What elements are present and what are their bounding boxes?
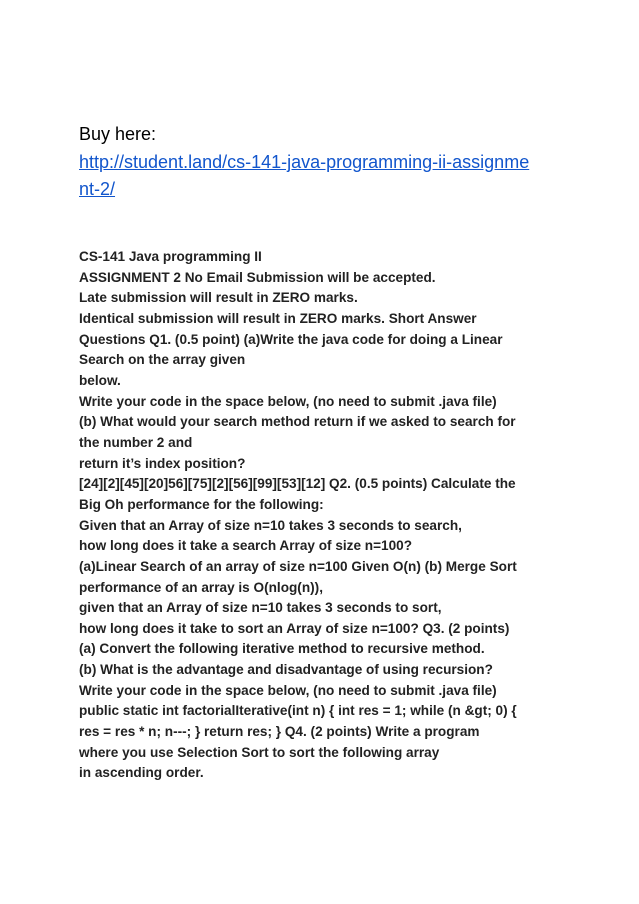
text-line: (a) Convert the following iterative method to recursive method. — [79, 641, 485, 657]
text-line: how long does it take to sort an Array of size n=100? Q3. (2 points) — [79, 620, 510, 636]
text-line: Big Oh performance for the following: — [79, 496, 324, 512]
purchase-link-line-2[interactable]: nt-2/ — [79, 179, 116, 199]
text-line: (b) What would your search method return if we asked to search for — [79, 414, 516, 430]
course-title: CS-141 Java programming II — [79, 249, 262, 264]
text-line: Identical submission will result in ZERO marks. Short Answer — [79, 310, 477, 326]
text-line: in ascending order. — [79, 765, 204, 781]
text-line: how long does it take a search Array of size n=100? — [79, 538, 413, 554]
assignment-heading: ASSIGNMENT 2 No Email Submission will be accepted. — [79, 269, 436, 285]
purchase-link-line-1[interactable]: http://student.land/cs-141-java-programming-ii-assignme — [79, 152, 530, 172]
code-line: res = res * n; n---; } return res; } Q4. (2 points) Write a program — [79, 724, 480, 740]
text-line: where you use Selection Sort to sort the following array — [79, 744, 440, 760]
text-line: given that an Array of size n=10 takes 3 seconds to sort, — [79, 600, 442, 616]
text-line: performance of an array is O(nlog(n)), — [79, 579, 323, 595]
buy-here-label: Buy here: — [79, 124, 157, 144]
text-line: (b) What is the advantage and disadvantage of using recursion? — [79, 662, 493, 678]
text-line: Search on the array given — [79, 352, 246, 368]
code-line: public static int factorialIterative(int n) { int res = 1; while (n &gt; 0) { — [79, 703, 517, 719]
text-line: Given that an Array of size n=10 takes 3 seconds to search, — [79, 517, 462, 533]
text-line: Write your code in the space below, (no need to submit .java file) — [79, 393, 497, 409]
text-line: Late submission will result in ZERO marks. — [79, 290, 358, 306]
text-line: return it’s index position? — [79, 455, 246, 471]
text-line: below. — [79, 372, 121, 388]
text-line: Questions Q1. (0.5 point) (a)Write the java code for doing a Linear — [79, 331, 503, 347]
purchase-link[interactable] — [79, 149, 579, 203]
text-line: [24][2][45][20]56][75][2][56][99][53][12] Q2. (0.5 points) Calculate the — [79, 476, 516, 492]
text-line: (a)Linear Search of an array of size n=100 Given O(n) (b) Merge Sort — [79, 558, 517, 574]
text-line: Write your code in the space below, (no need to submit .java file) — [79, 682, 497, 698]
assignment-text — [79, 247, 579, 784]
text-line: the number 2 and — [79, 434, 193, 450]
